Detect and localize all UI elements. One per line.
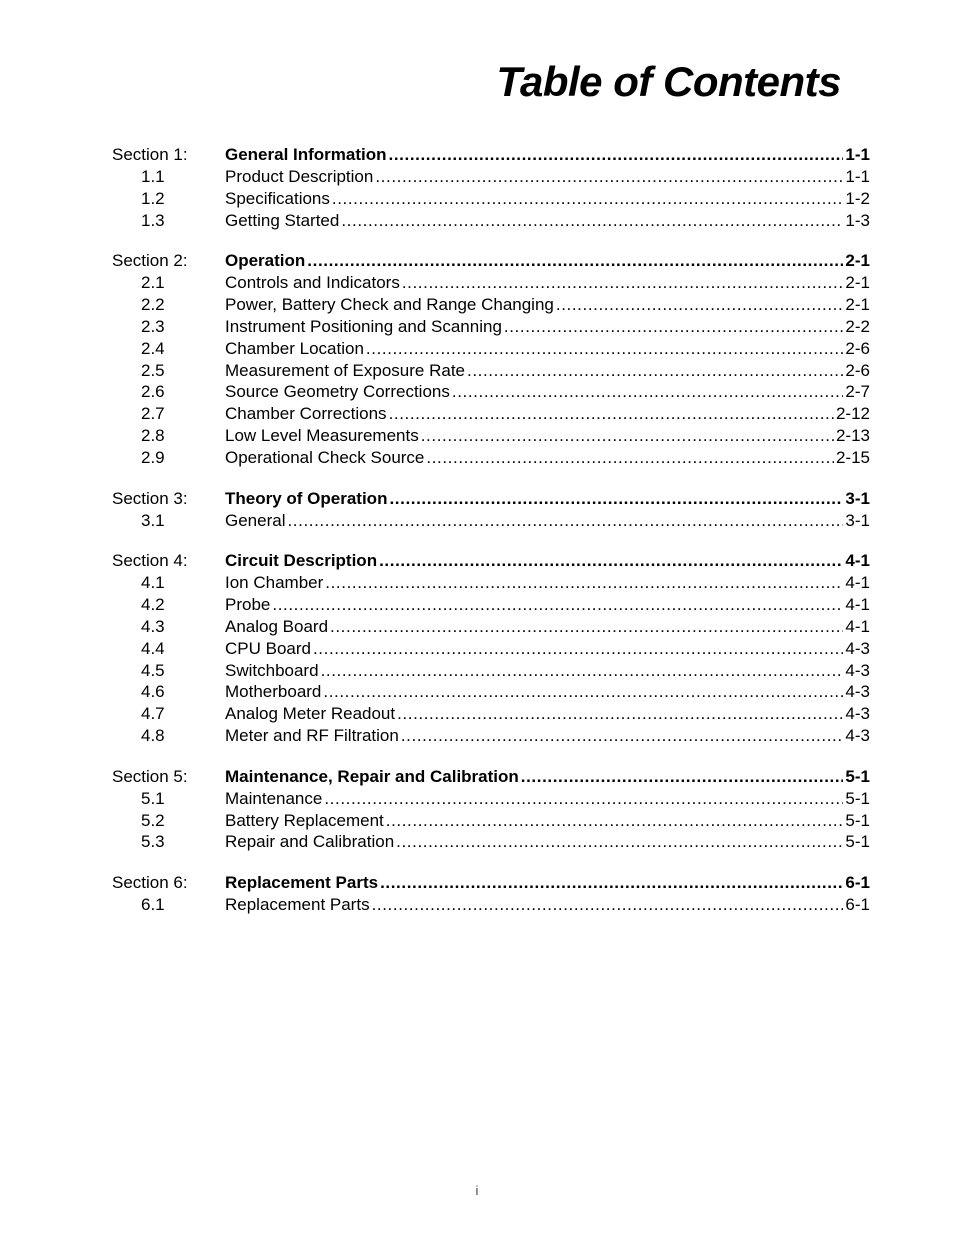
section-number: Section 5: [112, 766, 188, 786]
section-title: Circuit Description [225, 551, 378, 571]
toc-entry [225, 166, 870, 188]
toc-item[interactable] [112, 403, 870, 425]
dot-leader [389, 143, 844, 166]
dot-leader [366, 338, 844, 360]
toc-entry [225, 725, 870, 747]
page-number: 2-6 [845, 338, 870, 358]
page-number: 1-1 [845, 167, 870, 186]
item-title: Instrument Positioning and Scanning [225, 316, 502, 336]
page-number: 1-3 [845, 210, 870, 230]
toc-item[interactable] [112, 272, 870, 294]
item-number: 4.3 [141, 616, 165, 636]
toc-section-heading[interactable] [112, 549, 870, 572]
dot-leader [321, 660, 844, 682]
toc-item[interactable] [112, 572, 870, 594]
item-title: Switchboard [225, 660, 319, 680]
item-number: 5.3 [141, 832, 165, 852]
dot-leader [341, 210, 843, 232]
page-number: 4-1 [845, 551, 870, 571]
toc-item[interactable] [112, 703, 870, 725]
toc-item[interactable] [112, 831, 870, 853]
item-number: 2.8 [141, 425, 165, 445]
table-of-contents [112, 143, 870, 934]
item-number: 1.2 [141, 188, 165, 208]
toc-item[interactable] [112, 316, 870, 338]
section-title: Replacement Parts [225, 873, 379, 893]
toc-entry [225, 338, 870, 360]
page-number: 3-1 [845, 488, 870, 508]
toc-entry [225, 381, 870, 403]
toc-entry [225, 294, 870, 316]
dot-leader [372, 894, 844, 916]
dot-leader [287, 510, 843, 532]
item-number: 1.1 [141, 167, 165, 186]
dot-leader [402, 272, 844, 294]
page-number: 2-7 [845, 382, 870, 402]
toc-entry [225, 831, 870, 853]
dot-leader [556, 294, 844, 316]
item-title: Probe [225, 595, 271, 615]
dot-leader [313, 638, 843, 660]
item-title: Specifications [225, 188, 330, 208]
section-number: Section 6: [112, 873, 188, 893]
page-number: 4-3 [845, 704, 870, 724]
item-title: Operational Check Source [225, 447, 425, 467]
toc-item[interactable] [112, 425, 870, 447]
page-number: 4-3 [845, 725, 870, 745]
page-number: 5-1 [845, 766, 870, 786]
toc-section-5 [112, 765, 870, 853]
toc-entry [225, 594, 870, 616]
toc-item[interactable] [112, 338, 870, 360]
page-number: 2-2 [845, 316, 870, 336]
item-title: Maintenance [225, 788, 323, 808]
toc-entry [225, 788, 870, 810]
toc-item[interactable] [112, 725, 870, 747]
toc-item[interactable] [112, 210, 870, 232]
page-number: 2-1 [845, 295, 870, 315]
toc-entry [225, 210, 870, 232]
page-number: 2-1 [845, 251, 870, 271]
dot-leader [467, 360, 843, 382]
section-title: Theory of Operation [225, 488, 388, 508]
page-footer-number: i [475, 1183, 479, 1198]
item-number: 4.5 [141, 660, 165, 680]
dot-leader [325, 572, 843, 594]
toc-entry [225, 316, 870, 338]
item-title: Low Level Measurements [225, 425, 419, 445]
page-number: 2-15 [835, 447, 870, 467]
toc-entry [225, 425, 870, 447]
item-number: 2.2 [141, 295, 165, 315]
page-number: 6-1 [845, 873, 870, 893]
toc-section-2 [112, 249, 870, 468]
item-title: CPU Board [225, 638, 311, 658]
item-title: Power, Battery Check and Range Changing [225, 295, 554, 315]
dot-leader [386, 810, 844, 832]
toc-section-heading[interactable] [112, 143, 870, 166]
item-title: Motherboard [225, 682, 322, 702]
item-title: Meter and RF Filtration [225, 725, 399, 745]
dot-leader [272, 594, 843, 616]
item-title: Source Geometry Corrections [225, 382, 450, 402]
item-number: 2.1 [141, 273, 165, 293]
item-title: Product Description [225, 167, 374, 186]
section-title: General Information [225, 145, 387, 164]
section-number: Section 3: [112, 488, 188, 508]
dot-leader [307, 249, 843, 272]
toc-section-4 [112, 549, 870, 746]
dot-leader [452, 381, 844, 403]
dot-leader [379, 549, 843, 572]
dot-leader [504, 316, 844, 338]
item-title: Analog Meter Readout [225, 704, 396, 724]
toc-entry [225, 188, 870, 210]
toc-item[interactable] [112, 594, 870, 616]
toc-item[interactable] [112, 660, 870, 682]
item-number: 4.4 [141, 638, 165, 658]
dot-leader [323, 681, 843, 703]
page-number: 4-3 [845, 660, 870, 680]
item-number: 4.1 [141, 573, 165, 593]
toc-section-heading[interactable] [112, 871, 870, 894]
toc-entry [225, 894, 870, 916]
dot-leader [330, 616, 843, 638]
item-number: 4.6 [141, 682, 165, 702]
toc-item[interactable] [112, 510, 870, 532]
section-title: Operation [225, 251, 306, 271]
dot-leader [397, 703, 843, 725]
toc-entry [225, 403, 870, 425]
dot-leader [426, 447, 834, 469]
dot-leader [401, 725, 844, 747]
toc-entry [225, 360, 870, 382]
toc-entry [225, 249, 870, 272]
item-number: 3.1 [141, 510, 165, 530]
item-number: 6.1 [141, 895, 165, 915]
item-title: Repair and Calibration [225, 832, 395, 852]
toc-item[interactable] [112, 360, 870, 382]
toc-section-heading[interactable] [112, 249, 870, 272]
page-number: 2-6 [845, 360, 870, 380]
toc-item[interactable] [112, 447, 870, 469]
item-title: Getting Started [225, 210, 340, 230]
item-number: 2.3 [141, 316, 165, 336]
page-number: 5-1 [845, 810, 870, 830]
toc-entry [225, 660, 870, 682]
toc-section-1 [112, 143, 870, 231]
item-number: 5.2 [141, 810, 165, 830]
toc-section-heading[interactable] [112, 487, 870, 510]
page-number: 6-1 [845, 895, 870, 915]
dot-leader [375, 166, 843, 188]
item-title: Replacement Parts [225, 895, 370, 915]
toc-entry [225, 681, 870, 703]
toc-item[interactable] [112, 381, 870, 403]
page-number: 3-1 [845, 510, 870, 530]
dot-leader [324, 788, 843, 810]
item-number: 2.5 [141, 360, 165, 380]
toc-item[interactable] [112, 894, 870, 916]
section-number: Section 1: [112, 145, 188, 164]
dot-leader [332, 188, 844, 210]
toc-entry [225, 638, 870, 660]
page-number: 5-1 [845, 832, 870, 852]
item-title: Battery Replacement [225, 810, 384, 830]
toc-item[interactable] [112, 810, 870, 832]
toc-entry [225, 143, 870, 166]
page-number: 5-1 [845, 788, 870, 808]
dot-leader [421, 425, 834, 447]
toc-item[interactable] [112, 294, 870, 316]
page-number: 2-13 [835, 425, 870, 445]
page-number: 4-1 [845, 595, 870, 615]
toc-entry [225, 447, 870, 469]
toc-entry [225, 810, 870, 832]
toc-item[interactable] [112, 681, 870, 703]
toc-entry [225, 703, 870, 725]
item-number: 4.2 [141, 595, 165, 615]
item-title: General [225, 510, 286, 530]
item-title: Chamber Corrections [225, 404, 387, 424]
toc-item[interactable] [112, 638, 870, 660]
dot-leader [389, 487, 843, 510]
toc-item[interactable] [112, 788, 870, 810]
page-number: 1-1 [845, 145, 870, 164]
toc-entry [225, 549, 870, 572]
toc-entry [225, 487, 870, 510]
item-title: Chamber Location [225, 338, 364, 358]
page-number: 4-3 [845, 682, 870, 702]
item-number: 2.4 [141, 338, 165, 358]
section-title: Maintenance, Repair and Calibration [225, 766, 519, 786]
item-number: 2.6 [141, 382, 165, 402]
toc-section-3 [112, 487, 870, 532]
page-number: 4-1 [845, 616, 870, 636]
toc-item[interactable] [112, 166, 870, 188]
dot-leader [389, 403, 834, 425]
item-number: 2.7 [141, 404, 165, 424]
item-title: Controls and Indicators [225, 273, 400, 293]
item-number: 2.9 [141, 447, 165, 467]
page-title: Table of Contents [496, 58, 841, 105]
section-number: Section 4: [112, 551, 188, 571]
dot-leader [380, 871, 843, 894]
toc-entry [225, 616, 870, 638]
dot-leader [396, 831, 843, 853]
toc-item[interactable] [112, 616, 870, 638]
toc-entry [225, 572, 870, 594]
item-title: Ion Chamber [225, 573, 324, 593]
item-number: 4.8 [141, 725, 165, 745]
page-number: 2-12 [835, 404, 870, 424]
item-number: 5.1 [141, 788, 165, 808]
toc-section-heading[interactable] [112, 765, 870, 788]
toc-entry [225, 510, 870, 532]
item-number: 4.7 [141, 704, 165, 724]
item-number: 1.3 [141, 210, 165, 230]
toc-entry [225, 871, 870, 894]
section-number: Section 2: [112, 251, 188, 271]
toc-section-6 [112, 871, 870, 916]
page-number: 4-3 [845, 638, 870, 658]
toc-item[interactable] [112, 188, 870, 210]
page-number: 4-1 [845, 573, 870, 593]
dot-leader [521, 765, 844, 788]
item-title: Measurement of Exposure Rate [225, 360, 466, 380]
toc-entry [225, 272, 870, 294]
page-number: 2-1 [845, 273, 870, 293]
item-title: Analog Board [225, 616, 329, 636]
toc-entry [225, 765, 870, 788]
page-number: 1-2 [845, 188, 870, 208]
